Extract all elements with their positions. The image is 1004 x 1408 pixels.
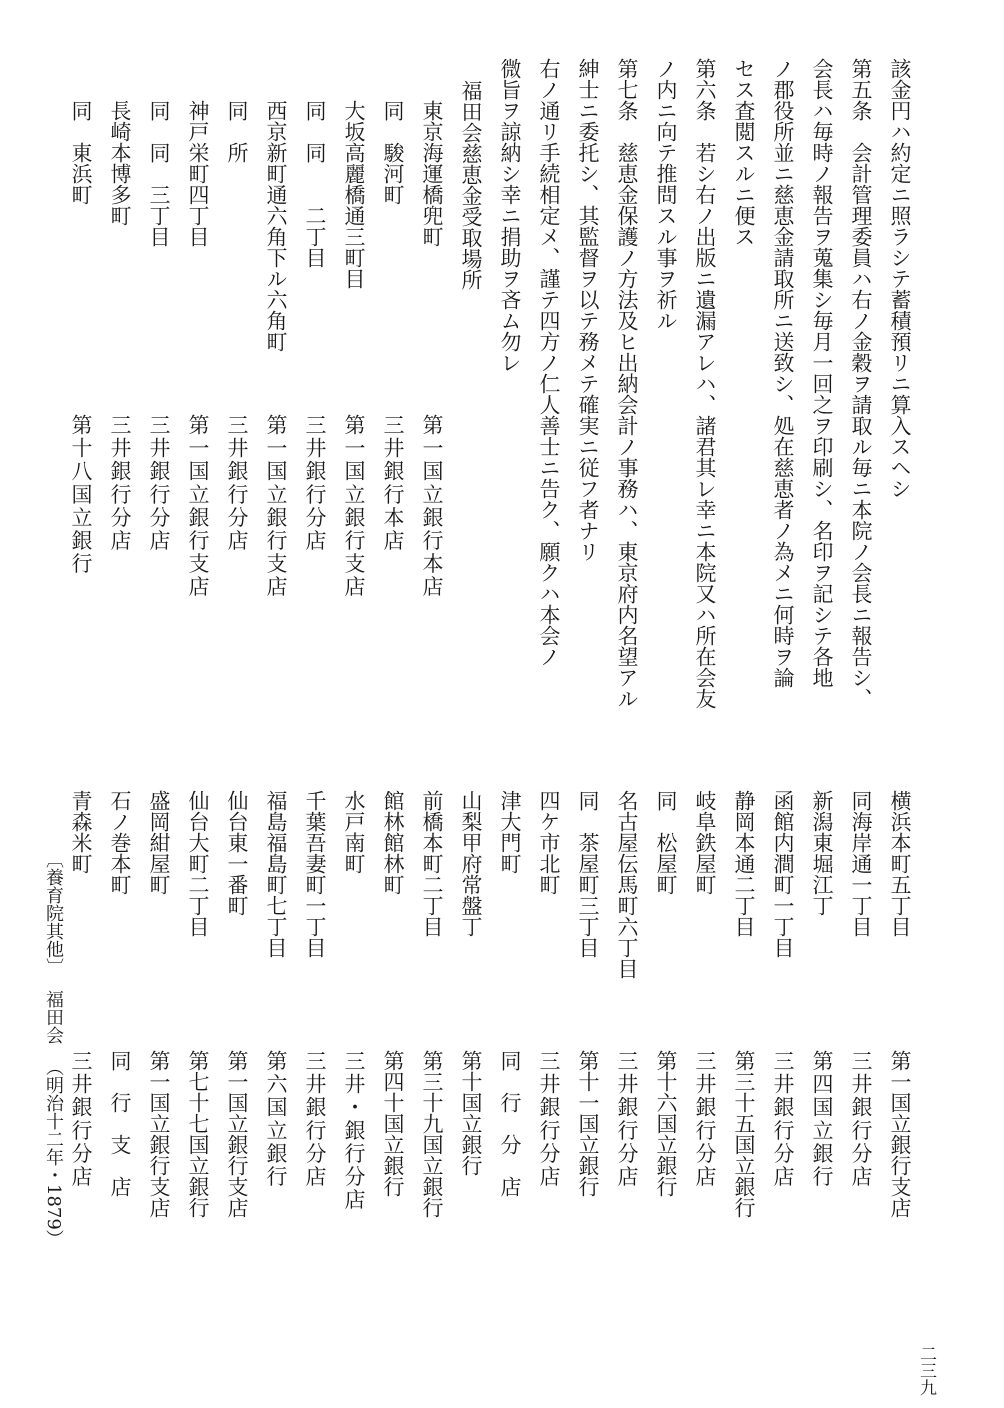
list-item [262,100,286,352]
list-item [418,100,442,247]
article-6-line-1: 第六条 若シ右ノ出版ニ遺漏アレハ、諸君其レ幸ニ本院又ハ所在会友 [693,58,717,709]
location-place: 前橋本町二丁目 [420,790,444,937]
location-bank: 第一国立銀行本店 [420,414,444,599]
list-item [340,414,364,599]
article-5-line-4: セス査閲スルニ便ス [732,58,756,247]
list-item [106,1050,130,1197]
location-bank: 三井銀行分店 [225,414,249,553]
list-item [769,790,793,958]
list-item [184,1050,208,1218]
list-item [418,790,442,937]
list-item [223,414,247,553]
location-bank: 第一国立銀行支店 [147,1050,171,1218]
list-item [262,1050,286,1189]
location-bank: 三井銀行分店 [537,1050,561,1189]
location-place: 同海岸通一丁目 [849,790,873,937]
list-item [301,414,325,553]
location-place: 津大門町 [498,790,522,874]
location-place: 神戸栄町四丁目 [186,100,210,247]
list-item [496,1050,520,1197]
location-bank: 三井銀行本店 [381,414,405,553]
location-bank: 第一国立銀行支店 [888,1050,912,1218]
list-item [457,790,481,937]
list-item [496,790,520,874]
location-bank: 第四国立銀行 [810,1050,834,1189]
location-bank: 第三十九国立銀行 [420,1050,444,1218]
location-place: 水戸南町 [342,790,366,874]
location-bank: 三井銀行分店 [849,1050,873,1189]
location-bank: 第十六国立銀行 [654,1050,678,1197]
location-bank: 三井銀行分店 [615,1050,639,1189]
list-item [379,790,403,895]
location-bank: 同 行 分 店 [498,1050,522,1197]
list-item [574,790,598,958]
location-place: 静岡本通二丁目 [732,790,756,937]
location-bank: 第一国立銀行支店 [264,414,288,599]
location-place: 横浜本町五丁目 [888,790,912,937]
list-item [262,790,286,958]
list-item [730,1050,754,1218]
location-place: 山梨甲府常盤丁 [459,790,483,937]
text-line-1: 該金円ハ約定ニ照ラシテ蓄積預リニ算入スヘシ [888,58,912,499]
article-5-line-1: 第五条 会計管理委員ハ右ノ金穀ヲ請取ル毎ニ本院ノ会長ニ報告シ、 [849,58,873,709]
location-place: 新潟東堀江丁 [810,790,834,916]
list-item [262,414,286,599]
list-item [652,790,676,895]
footer-title: 福田会 [43,990,64,1044]
list-item [145,790,169,895]
list-item [145,100,169,247]
list-item [418,1050,442,1218]
list-item [379,414,403,553]
location-bank: 三井銀行分店 [303,414,327,553]
location-place: 同 所 [225,100,249,163]
footer-date: （明治十二年・1879） [43,1058,64,1248]
location-bank: 三井銀行分店 [303,1050,327,1189]
list-item [223,100,247,163]
list-item [535,790,559,895]
list-item [223,1050,247,1218]
location-bank: 三井銀行分店 [147,414,171,553]
list-item [730,790,754,937]
list-item [301,100,325,268]
list-item [379,100,403,205]
list-item [106,100,130,226]
location-place: 函館内澗町一丁目 [771,790,795,958]
list-item [67,790,91,874]
list-item [613,1050,637,1189]
location-bank: 第四十国立銀行 [381,1050,405,1197]
location-bank: 三井銀行分店 [771,1050,795,1189]
location-bank: 三井銀行分店 [69,1050,93,1189]
list-item [574,1050,598,1197]
location-bank: 同 行 支 店 [108,1050,132,1197]
list-item [145,414,169,553]
list-item [808,790,832,916]
list-item [691,1050,715,1189]
location-bank: 第七十七国立銀行 [186,1050,210,1218]
location-bank: 第六国立銀行 [264,1050,288,1189]
running-footer [44,850,62,1248]
list-item [184,414,208,599]
list-item [67,100,91,205]
location-place: 福島福島町七丁目 [264,790,288,958]
list-item [691,790,715,895]
list-item [418,414,442,599]
location-place: 岐阜鉄屋町 [693,790,717,895]
list-item [379,1050,403,1197]
list-item [535,1050,559,1189]
closing-line-1: 右ノ通リ手続相定メ、謹テ四方ノ仁人善士ニ告ク、願クハ本会ノ [537,58,561,667]
location-place: 仙台東一番町 [225,790,249,916]
location-place: 同 茶屋町三丁目 [576,790,600,958]
location-place: 名古屋伝馬町六丁目 [615,790,639,979]
article-7-line-1: 第七条 慈恵金保護ノ方法及ヒ出納会計ノ事務ハ、東京府内名望アル [615,58,639,709]
list-item [301,790,325,958]
list-item [340,100,364,289]
location-place: 館林館林町 [381,790,405,895]
list-item [67,414,91,576]
list-item [67,1050,91,1189]
list-item [847,1050,871,1189]
article-7-line-2: 紳士ニ委托シ、其監督ヲ以テ務メテ確実ニ従フ者ナリ [576,58,600,562]
location-bank: 第一国立銀行支店 [225,1050,249,1218]
location-bank: 第十八国立銀行 [69,414,93,576]
location-bank: 三井・銀行分店 [342,1050,366,1212]
location-place: 同 同 二丁目 [303,100,327,268]
list-item [769,1050,793,1189]
list-item [340,790,364,874]
list-item [106,414,130,553]
location-place: 東京海運橋兜町 [420,100,444,247]
list-item [613,790,637,979]
location-bank: 第一国立銀行支店 [342,414,366,599]
location-place: 大坂高麗橋通三町目 [342,100,366,289]
list-item [223,790,247,916]
location-place: 石ノ巻本町 [108,790,132,895]
location-bank: 三井銀行分店 [108,414,132,553]
location-place: 同 松屋町 [654,790,678,895]
article-5-line-2: 会長ハ毎時ノ報告ヲ蒐集シ毎月一回之ヲ印刷シ、名印ヲ記シテ各地 [810,58,834,688]
list-item [886,1050,910,1218]
location-bank: 第十一国立銀行 [576,1050,600,1197]
list-item [652,1050,676,1197]
list-item [808,1050,832,1189]
location-place: 青森米町 [69,790,93,874]
location-place: 盛岡紺屋町 [147,790,171,895]
page-number: 二三九 [916,1345,936,1396]
list-item [145,1050,169,1218]
list-item [847,790,871,937]
location-place: 千葉吾妻町一丁目 [303,790,327,958]
list-item [886,790,910,937]
list-item [457,1050,481,1176]
list-item [106,790,130,895]
location-place: 仙台大町二丁目 [186,790,210,937]
list-item [340,1050,364,1212]
location-place: 四ケ市北町 [537,790,561,895]
article-6-line-2: ノ内ニ向テ推問スル事ヲ祈ル [654,58,678,331]
location-bank: 第一国立銀行支店 [186,414,210,599]
location-place: 長崎本博多町 [108,100,132,226]
closing-line-2: 微旨ヲ諒納シ幸ニ捐助ヲ吝ム勿レ [498,58,522,373]
article-5-line-3: ノ郡役所並ニ慈恵金請取所ニ送致シ、処在慈恵者ノ為メニ何時ヲ論 [771,58,795,688]
location-place: 同 駿河町 [381,100,405,205]
location-place: 同 同 三丁目 [147,100,171,247]
footer-section: 〔養育院其他〕 [43,850,64,976]
location-bank: 三井銀行分店 [693,1050,717,1189]
location-bank: 第三十五国立銀行 [732,1050,756,1218]
list-item [184,100,208,247]
list-item [184,790,208,937]
location-place: 西京新町通六角下ル六角町 [264,100,288,352]
location-place: 同 東浜町 [69,100,93,205]
section-heading: 福田会慈恵金受取場所 [459,80,483,290]
location-bank: 第十国立銀行 [459,1050,483,1176]
list-item [301,1050,325,1189]
